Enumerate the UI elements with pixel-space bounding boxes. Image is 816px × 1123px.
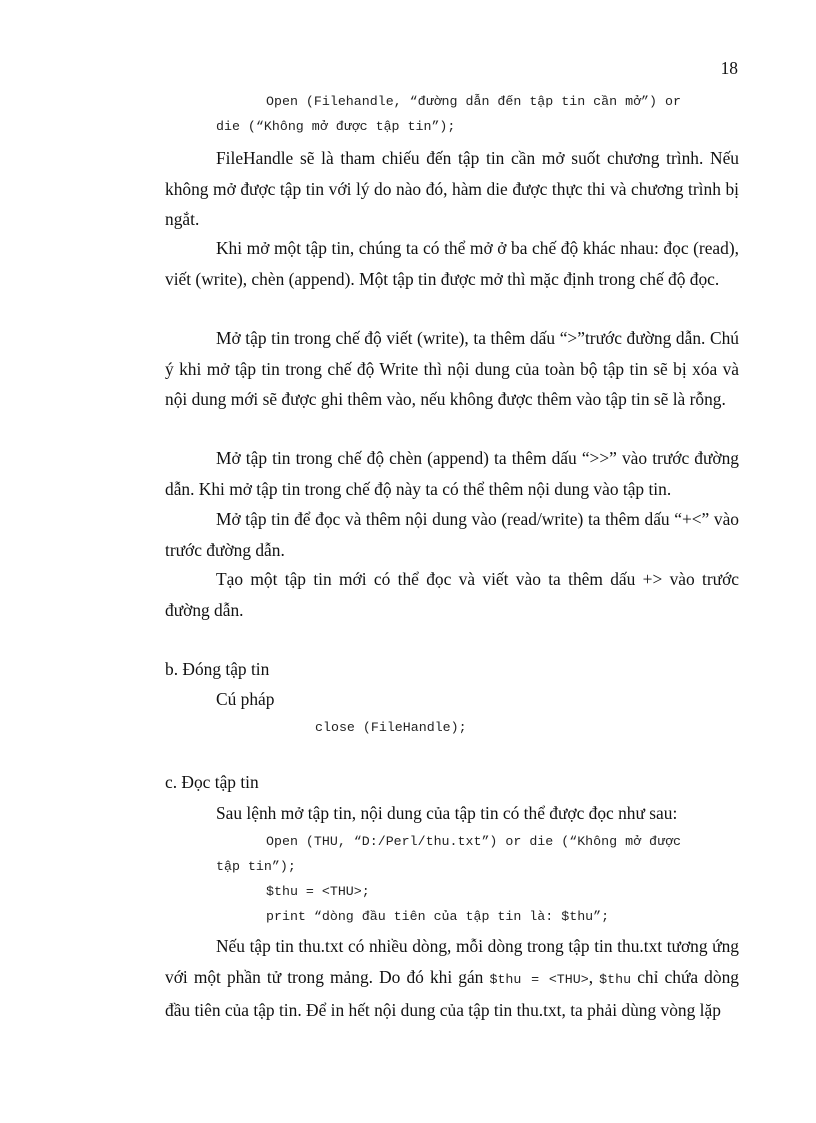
paragraph: Tạo một tập tin mới có thể đọc và viết vào ta thêm dấu +> vào trước đường dẫn.: [165, 569, 739, 620]
section-heading: b. Đóng tập tin: [165, 659, 270, 679]
code-line: tập tin”);: [216, 859, 296, 874]
text-run: chỉ chứa dòng đầu tiên của tập tin. Để in hết nội dung của tập tin thu.txt, ta phải dùng vòng lặp: [165, 966, 739, 1021]
syntax-label: Cú pháp: [216, 689, 275, 709]
paragraph: [165, 931, 739, 1026]
intro-text: Sau lệnh mở tập tin, nội dung của tập tin có thể được đọc như sau:: [216, 803, 678, 823]
code-line: close (FileHandle);: [315, 720, 467, 735]
inline-code: $thu: [599, 971, 632, 987]
paragraph: FileHandle sẽ là tham chiếu đến tập tin cần mở suốt chương trình. Nếu không mở được tập tin với lý do nào đó, hàm die được thực thi và chương trình bị ngắt.: [165, 148, 739, 230]
code-line: Open (Filehandle, “đường dẫn đến tập tin cần mở”) or: [266, 94, 681, 109]
paragraph: Khi mở một tập tin, chúng ta có thể mở ở ba chế độ khác nhau: đọc (read), viết (write), chèn (append). Một tập tin được mở thì mặc định trong chế độ đọc.: [165, 238, 739, 289]
paragraph: Mở tập tin trong chế độ viết (write), ta thêm dấu “>”trước đường dẫn. Chú ý khi mở tập tin trong chế độ Write thì nội dung của toàn bộ tập tin sẽ bị xóa và nội dung mới sẽ được ghi thêm vào, nếu không được thêm vào tập tin sẽ là rỗng.: [165, 328, 739, 410]
paragraph: Mở tập tin trong chế độ chèn (append) ta thêm dấu “>>” vào trước đường dẫn. Khi mở tập tin trong chế độ này ta có thể thêm nội dung vào tập tin.: [165, 448, 739, 499]
code-line: die (“Không mở được tập tin”);: [216, 119, 456, 134]
text-run: Nếu tập tin thu.txt có nhiều dòng, mỗi dòng trong tập tin thu.txt tương ứng với một phần tử trong mảng. Do đó khi gán: [165, 936, 739, 987]
code-line: Open (THU, “D:/Perl/thu.txt”) or die (“Không mở được: [266, 834, 681, 849]
code-line: print “dòng đầu tiên của tập tin là: $thu”;: [266, 909, 610, 924]
section-heading: c. Đọc tập tin: [165, 772, 259, 792]
inline-code: $thu = <THU>: [489, 971, 589, 987]
code-line: $thu = <THU>;: [266, 884, 370, 899]
page-number: 18: [720, 58, 738, 78]
text-run: ,: [588, 966, 600, 987]
paragraph: Mở tập tin để đọc và thêm nội dung vào (read/write) ta thêm dấu “+<” vào trước đường dẫn.: [165, 509, 739, 560]
